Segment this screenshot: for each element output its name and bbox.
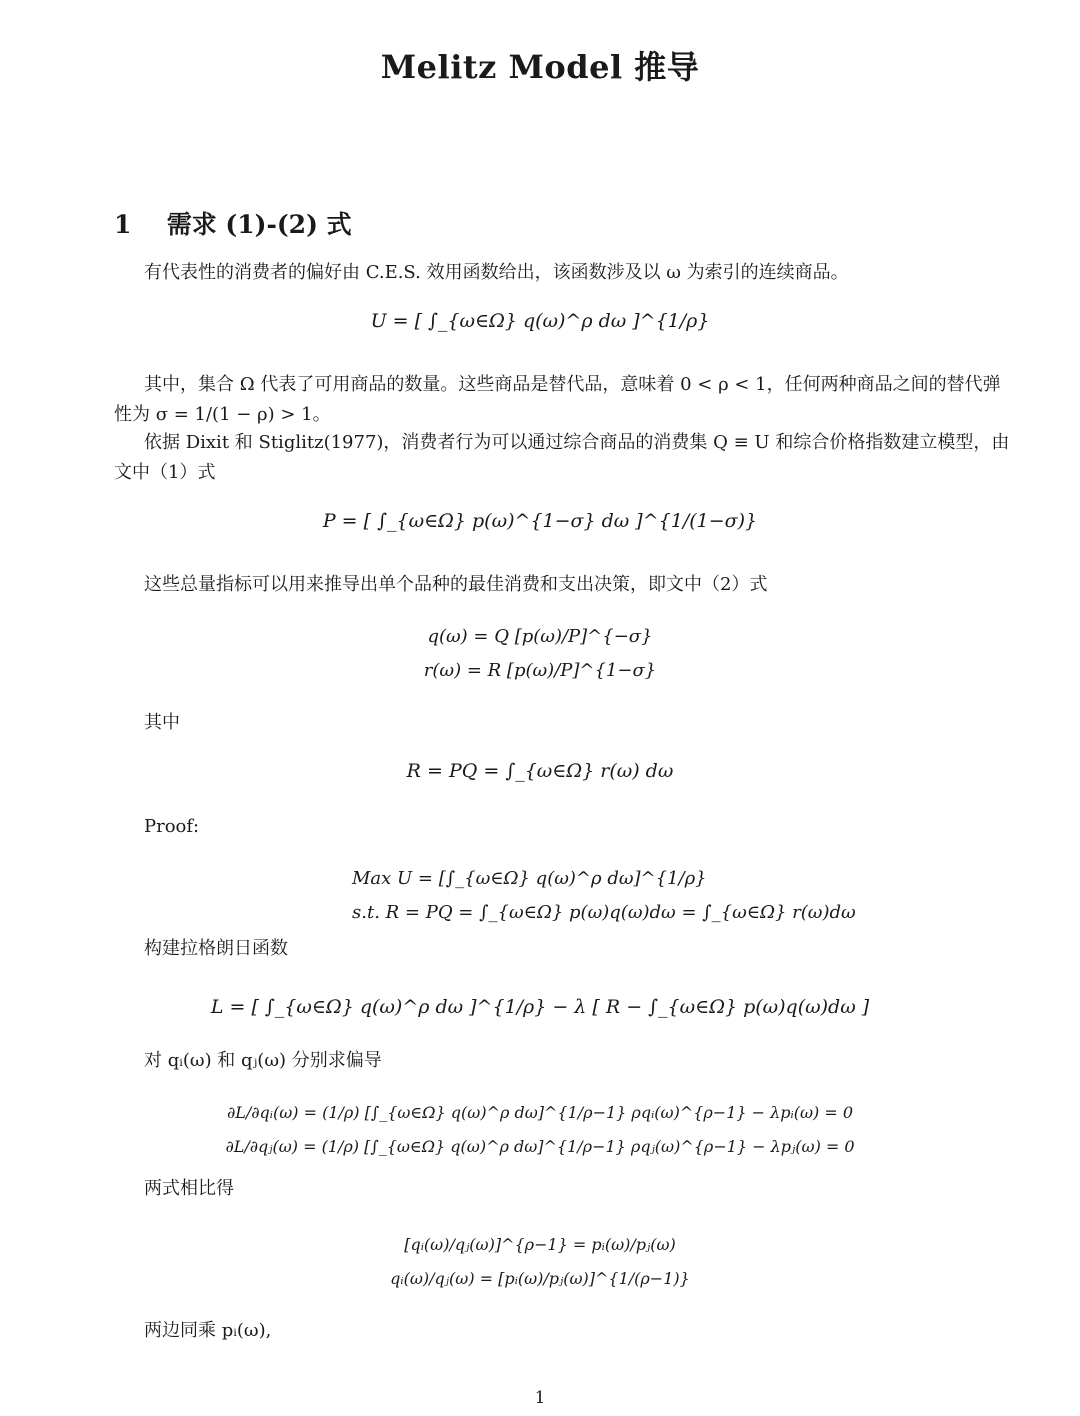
section-title: 需求 (1)-(2) 式 — [166, 210, 352, 239]
equation-price-index: P = [ ∫_{ω∈Ω} p(ω)^{1−σ} dω ]^{1/(1−σ)} — [322, 510, 758, 532]
paragraph-multiply: 两边同乘 pᵢ(ω), — [144, 1320, 272, 1341]
equation-ratio-1: [qᵢ(ω)/qⱼ(ω)]^{ρ−1} = pᵢ(ω)/pⱼ(ω) — [404, 1235, 676, 1254]
equation-demand-q: q(ω) = Q [p(ω)/P]^{−σ} — [427, 626, 653, 647]
equation-demand-block — [0, 620, 1080, 688]
paragraph-intro: 有代表性的消费者的偏好由 C.E.S. 效用函数给出，该函数涉及以 ω 为索引的连续商品。 — [144, 262, 849, 283]
equation-foc-i: ∂L/∂qᵢ(ω) = (1/ρ) [∫_{ω∈Ω} q(ω)^ρ dω]^{1/ρ−1} ρqᵢ(ω)^{ρ−1} − λpᵢ(ω) = 0 — [226, 1103, 854, 1122]
equation-ratio-block — [0, 1228, 1080, 1296]
paragraph-ratio: 两式相比得 — [144, 1178, 234, 1199]
paragraph-proof: Proof: — [144, 816, 200, 837]
paragraph-substitutes: 其中，集合 Ω 代表了可用商品的数量。这些商品是替代品，意味着 0 < ρ < 1，任何两种商品之间的替代弹性为 σ = 1/(1 − ρ) > 1。 — [114, 374, 1001, 425]
equation-ratio-2: qᵢ(ω)/qⱼ(ω) = [pᵢ(ω)/pⱼ(ω)]^{1/(ρ−1)} — [390, 1269, 690, 1288]
equation-utility: U = [ ∫_{ω∈Ω} q(ω)^ρ dω ]^{1/ρ} — [370, 310, 710, 332]
equation-lagrangian: L = [ ∫_{ω∈Ω} q(ω)^ρ dω ]^{1/ρ} − λ [ R − ∫_{ω∈Ω} p(ω)q(ω)dω ] — [210, 996, 870, 1018]
paragraph-partials: 对 qᵢ(ω) 和 qⱼ(ω) 分别求偏导 — [144, 1050, 382, 1071]
page-number: 1 — [534, 1388, 546, 1408]
paragraph-where: 其中 — [144, 712, 180, 733]
paragraph-lagrangian: 构建拉格朗日函数 — [144, 938, 288, 959]
equation-revenue: R = PQ = ∫_{ω∈Ω} r(ω) dω — [406, 760, 674, 782]
equation-foc-block — [0, 1096, 1080, 1164]
equation-max: Max U = [∫_{ω∈Ω} q(ω)^ρ dω]^{1/ρ} — [352, 868, 707, 889]
equation-demand-r: r(ω) = R [p(ω)/P]^{1−σ} — [423, 660, 657, 681]
paragraph-dixit-stiglitz: 依据 Dixit 和 Stiglitz(1977)，消费者行为可以通过综合商品的消费集 Q ≡ U 和综合价格指数建立模型，由文中（1）式 — [114, 432, 1010, 483]
equation-foc-j: ∂L/∂qⱼ(ω) = (1/ρ) [∫_{ω∈Ω} q(ω)^ρ dω]^{1/ρ−1} ρqⱼ(ω)^{ρ−1} − λpⱼ(ω) = 0 — [225, 1137, 855, 1156]
page-title: Melitz Model 推导 — [380, 48, 700, 86]
equation-optimization-block — [352, 862, 1052, 930]
equation-constraint: s.t. R = PQ = ∫_{ω∈Ω} p(ω)q(ω)dω = ∫_{ω∈Ω} r(ω)dω — [352, 902, 856, 923]
section-heading — [114, 205, 352, 241]
section-number: 1 — [114, 210, 132, 239]
paragraph-aggregates: 这些总量指标可以用来推导出单个品种的最佳消费和支出决策，即文中（2）式 — [144, 574, 768, 595]
